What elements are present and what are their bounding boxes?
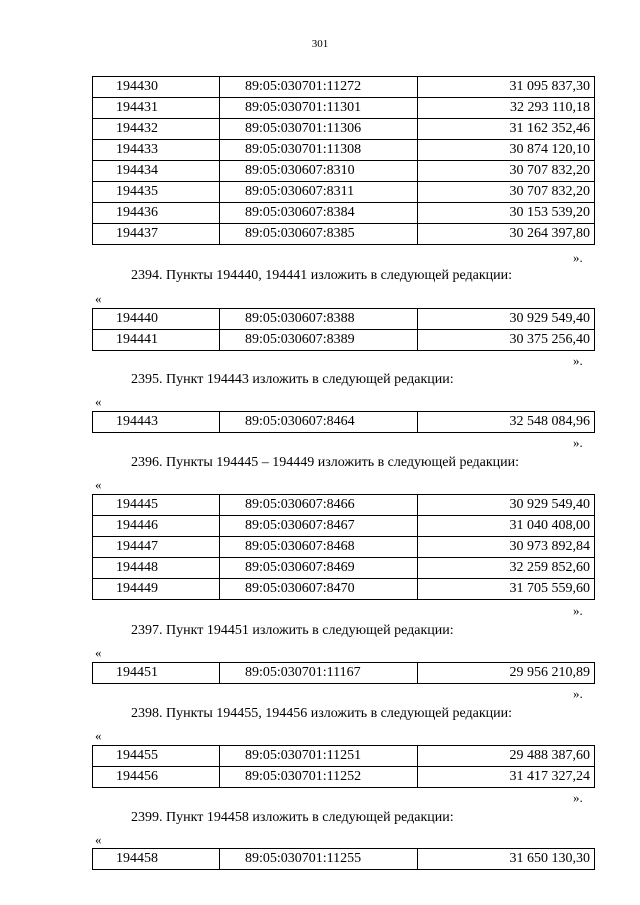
cadastral-value-cell: 32 293 110,18 (418, 98, 595, 119)
closing-quote: ». (573, 790, 583, 805)
closing-quote: ». (573, 435, 583, 450)
page-number: 301 (311, 38, 329, 50)
item-number-cell: 194455 (93, 746, 220, 767)
cadastral-number-cell: 89:05:030701:11301 (220, 98, 418, 119)
item-number-cell: 194440 (93, 309, 220, 330)
amendment-paragraph: 2398. Пункты 194455, 194456 изложить в следующей редакции: (131, 706, 513, 721)
cadastral-number-cell: 89:05:030607:8466 (220, 495, 418, 516)
table-row (93, 663, 595, 684)
amendment-paragraph: 2395. Пункт 194443 изложить в следующей редакции: (131, 372, 454, 387)
table-row (93, 161, 595, 182)
item-number-cell: 194456 (93, 767, 220, 788)
table-row (93, 767, 595, 788)
data-table (92, 411, 595, 433)
opening-quote: « (95, 832, 102, 847)
cadastral-value-cell: 32 548 084,96 (418, 412, 595, 433)
item-number-cell: 194447 (93, 537, 220, 558)
item-number-cell: 194430 (93, 77, 220, 98)
cadastral-number-cell: 89:05:030701:11251 (220, 746, 418, 767)
amendment-paragraph: 2397. Пункт 194451 изложить в следующей редакции: (131, 623, 454, 638)
table-row (93, 537, 595, 558)
item-number-cell: 194448 (93, 558, 220, 579)
table-row (93, 119, 595, 140)
cadastral-number-cell: 89:05:030607:8389 (220, 330, 418, 351)
cadastral-number-cell: 89:05:030607:8385 (220, 224, 418, 245)
cadastral-number-cell: 89:05:030701:11308 (220, 140, 418, 161)
table-row (93, 746, 595, 767)
amendment-paragraph: 2396. Пункты 194445 – 194449 изложить в следующей редакции: (131, 455, 520, 470)
cadastral-number-cell: 89:05:030607:8311 (220, 182, 418, 203)
cadastral-number-cell: 89:05:030701:11306 (220, 119, 418, 140)
cadastral-value-cell: 29 488 387,60 (418, 746, 595, 767)
cadastral-value-cell: 31 650 130,30 (418, 849, 595, 870)
cadastral-value-cell: 31 095 837,30 (418, 77, 595, 98)
table-row (93, 849, 595, 870)
data-table (92, 76, 595, 245)
table-row (93, 203, 595, 224)
item-number-cell: 194449 (93, 579, 220, 600)
cadastral-value-cell: 30 707 832,20 (418, 161, 595, 182)
cadastral-number-cell: 89:05:030607:8464 (220, 412, 418, 433)
item-number-cell: 194458 (93, 849, 220, 870)
amendment-paragraph: 2394. Пункты 194440, 194441 изложить в следующей редакции: (131, 268, 513, 283)
cadastral-number-cell: 89:05:030701:11167 (220, 663, 418, 684)
closing-quote: ». (573, 603, 583, 618)
cadastral-value-cell: 32 259 852,60 (418, 558, 595, 579)
cadastral-value-cell: 30 973 892,84 (418, 537, 595, 558)
table-row (93, 182, 595, 203)
data-table (92, 494, 595, 600)
cadastral-value-cell: 30 929 549,40 (418, 309, 595, 330)
item-number-cell: 194436 (93, 203, 220, 224)
table-row (93, 558, 595, 579)
item-number-cell: 194437 (93, 224, 220, 245)
cadastral-value-cell: 30 874 120,10 (418, 140, 595, 161)
closing-quote: ». (573, 250, 583, 265)
cadastral-number-cell: 89:05:030607:8310 (220, 161, 418, 182)
table-row (93, 309, 595, 330)
item-number-cell: 194451 (93, 663, 220, 684)
data-table (92, 308, 595, 351)
table-row (93, 495, 595, 516)
cadastral-number-cell: 89:05:030607:8388 (220, 309, 418, 330)
opening-quote: « (95, 728, 102, 743)
table-row (93, 412, 595, 433)
item-number-cell: 194441 (93, 330, 220, 351)
cadastral-number-cell: 89:05:030607:8469 (220, 558, 418, 579)
item-number-cell: 194446 (93, 516, 220, 537)
cadastral-value-cell: 29 956 210,89 (418, 663, 595, 684)
item-number-cell: 194443 (93, 412, 220, 433)
item-number-cell: 194445 (93, 495, 220, 516)
item-number-cell: 194431 (93, 98, 220, 119)
cadastral-value-cell: 31 040 408,00 (418, 516, 595, 537)
table-row (93, 77, 595, 98)
cadastral-number-cell: 89:05:030607:8467 (220, 516, 418, 537)
item-number-cell: 194434 (93, 161, 220, 182)
item-number-cell: 194432 (93, 119, 220, 140)
cadastral-value-cell: 30 929 549,40 (418, 495, 595, 516)
table-row (93, 579, 595, 600)
cadastral-number-cell: 89:05:030701:11255 (220, 849, 418, 870)
opening-quote: « (95, 291, 102, 306)
table-row (93, 140, 595, 161)
cadastral-value-cell: 31 705 559,60 (418, 579, 595, 600)
opening-quote: « (95, 645, 102, 660)
data-table (92, 745, 595, 788)
item-number-cell: 194433 (93, 140, 220, 161)
opening-quote: « (95, 477, 102, 492)
table-row (93, 516, 595, 537)
item-number-cell: 194435 (93, 182, 220, 203)
closing-quote: ». (573, 353, 583, 368)
closing-quote: ». (573, 686, 583, 701)
data-table (92, 848, 595, 870)
cadastral-value-cell: 30 264 397,80 (418, 224, 595, 245)
cadastral-number-cell: 89:05:030607:8470 (220, 579, 418, 600)
table-row (93, 224, 595, 245)
cadastral-value-cell: 31 162 352,46 (418, 119, 595, 140)
cadastral-number-cell: 89:05:030607:8468 (220, 537, 418, 558)
amendment-paragraph: 2399. Пункт 194458 изложить в следующей редакции: (131, 810, 454, 825)
cadastral-number-cell: 89:05:030701:11252 (220, 767, 418, 788)
table-row (93, 98, 595, 119)
cadastral-value-cell: 31 417 327,24 (418, 767, 595, 788)
cadastral-number-cell: 89:05:030607:8384 (220, 203, 418, 224)
opening-quote: « (95, 394, 102, 409)
data-table (92, 662, 595, 684)
cadastral-value-cell: 30 153 539,20 (418, 203, 595, 224)
cadastral-number-cell: 89:05:030701:11272 (220, 77, 418, 98)
table-row (93, 330, 595, 351)
cadastral-value-cell: 30 375 256,40 (418, 330, 595, 351)
cadastral-value-cell: 30 707 832,20 (418, 182, 595, 203)
